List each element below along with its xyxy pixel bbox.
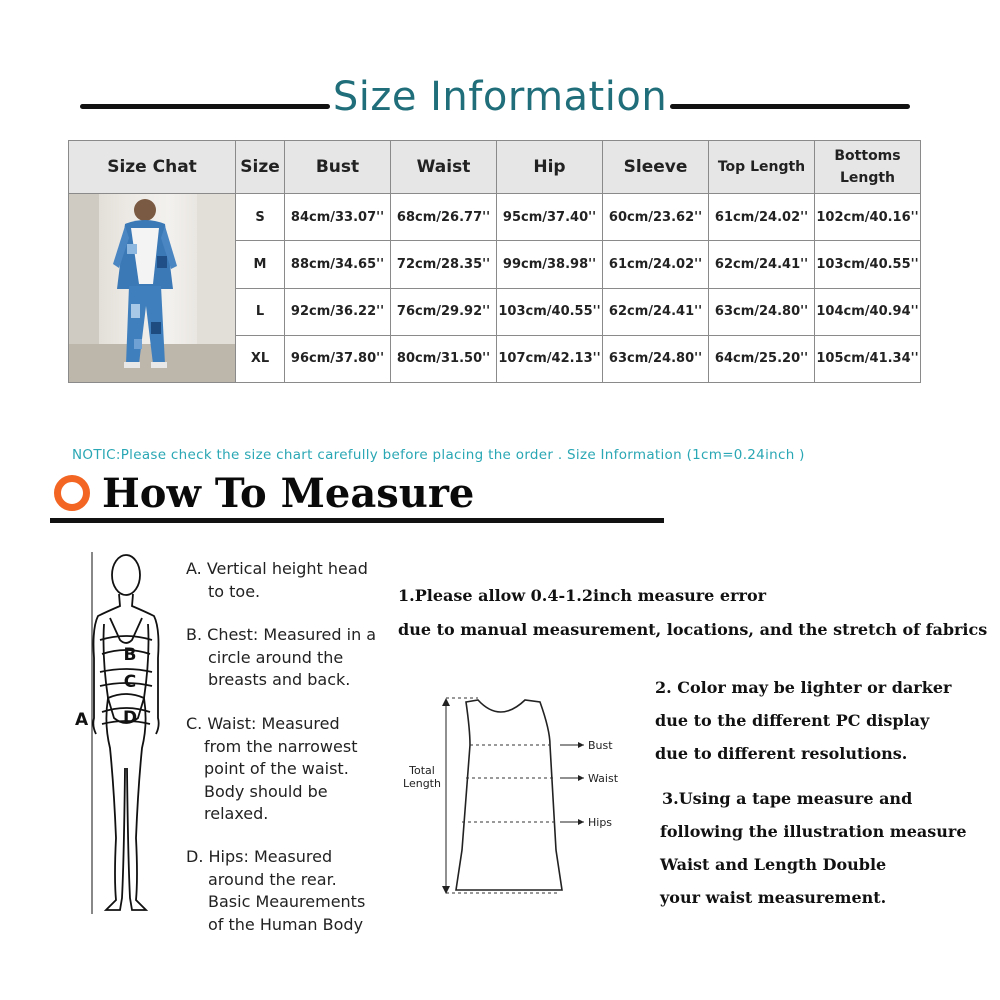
rule-2-line-1: 2. Color may be lighter or darker <box>655 678 952 697</box>
cell-hip: 95cm/37.40'' <box>497 194 603 241</box>
dress-diagram <box>400 690 630 904</box>
cell-bottoms-length: 105cm/41.34'' <box>815 335 921 382</box>
dress-label-waist: Waist <box>588 772 619 785</box>
note-c-line: from the narrowest <box>204 736 358 756</box>
size-table <box>68 140 921 383</box>
dress-label-total: Total <box>409 764 435 777</box>
table-header-row <box>69 141 921 194</box>
rule-3-line-3: Waist and Length Double <box>660 855 887 874</box>
rule-1-line-2: due to manual measurement, locations, and the stretch of fabrics <box>398 620 988 639</box>
note-d-line: Basic Meaurements <box>208 892 366 911</box>
human-body-outline-icon <box>70 548 180 918</box>
note-a-line: to toe. <box>208 581 261 601</box>
note-d-line: of the Human Body <box>208 914 364 934</box>
cell-sleeve: 62cm/24.41'' <box>603 288 709 335</box>
bullet-circle-icon <box>54 475 90 511</box>
cell-hip: 107cm/42.13'' <box>497 335 603 382</box>
col-header-top-length: Top Length <box>709 141 815 194</box>
body-diagram <box>70 548 180 922</box>
header-rule-right <box>670 104 910 109</box>
body-label-b: B <box>123 645 137 665</box>
note-b-line: B. Chest: Measured in a <box>186 625 377 644</box>
cell-size: L <box>236 288 285 335</box>
cell-bust: 84cm/33.07'' <box>285 194 391 241</box>
note-b-line: circle around the <box>208 647 344 667</box>
rule-3-line-4: your waist measurement. <box>660 888 887 907</box>
note-d <box>186 846 365 936</box>
section-rule <box>50 518 664 523</box>
cell-top-length: 64cm/25.20'' <box>709 335 815 382</box>
dress-label-bust: Bust <box>588 739 613 752</box>
dress-outline-icon <box>400 690 630 900</box>
body-label-c: C <box>123 672 137 692</box>
note-d-line: D. Hips: Measured <box>186 847 333 866</box>
cell-bust: 88cm/34.65'' <box>285 241 391 288</box>
cell-bottoms-length: 102cm/40.16'' <box>815 194 921 241</box>
col-header-size-chat: Size Chat <box>69 141 236 194</box>
cell-bottoms-length: 103cm/40.55'' <box>815 241 921 288</box>
cell-waist: 68cm/26.77'' <box>391 194 497 241</box>
cell-top-length: 62cm/24.41'' <box>709 241 815 288</box>
cell-sleeve: 60cm/23.62'' <box>603 194 709 241</box>
cell-size: M <box>236 241 285 288</box>
cell-sleeve: 63cm/24.80'' <box>603 335 709 382</box>
note-c-line: point of the waist. <box>204 759 349 778</box>
cell-top-length: 63cm/24.80'' <box>709 288 815 335</box>
cell-bottoms-length: 104cm/40.94'' <box>815 288 921 335</box>
cell-waist: 76cm/29.92'' <box>391 288 497 335</box>
body-label-a: A <box>75 710 89 730</box>
note-c-line: relaxed. <box>204 804 269 823</box>
cell-size: S <box>236 194 285 241</box>
rule-1-line-1: 1.Please allow 0.4-1.2inch measure error <box>398 586 767 605</box>
rule-3-line-2: following the illustration measure <box>660 822 967 841</box>
rule-2-line-2: due to the different PC display <box>655 711 930 730</box>
cell-bust: 96cm/37.80'' <box>285 335 391 382</box>
section-title: How To Measure <box>102 470 475 517</box>
dress-label-length: Length <box>403 777 441 790</box>
col-header-hip: Hip <box>497 141 603 194</box>
dress-label-hips: Hips <box>588 816 613 829</box>
product-photo <box>69 194 235 382</box>
col-header-sleeve: Sleeve <box>603 141 709 194</box>
cell-size: XL <box>236 335 285 382</box>
cell-sleeve: 61cm/24.02'' <box>603 241 709 288</box>
header-rule-left <box>80 104 330 109</box>
col-header-waist: Waist <box>391 141 497 194</box>
cell-hip: 103cm/40.55'' <box>497 288 603 335</box>
cell-top-length: 61cm/24.02'' <box>709 194 815 241</box>
rule-2-line-3: due to different resolutions. <box>655 744 908 763</box>
size-notice: NOTIC:Please check the size chart carefully before placing the order . Size Information (1cm=0.24inch ) <box>72 447 805 463</box>
note-a <box>186 558 368 603</box>
col-header-size: Size <box>236 141 285 194</box>
page-title: Size Information <box>332 74 668 120</box>
note-b-line: breasts and back. <box>208 670 351 689</box>
table-row <box>69 194 921 241</box>
note-c-line: Body should be <box>204 781 328 801</box>
cell-hip: 99cm/38.98'' <box>497 241 603 288</box>
note-a-line: A. Vertical height head <box>186 559 368 578</box>
cell-waist: 80cm/31.50'' <box>391 335 497 382</box>
product-photo-cell <box>69 194 236 383</box>
cell-bust: 92cm/36.22'' <box>285 288 391 335</box>
col-header-bottoms-length: Bottoms Length <box>815 141 921 194</box>
note-b <box>186 624 376 692</box>
col-header-bust: Bust <box>285 141 391 194</box>
cell-waist: 72cm/28.35'' <box>391 241 497 288</box>
rule-3-line-1: 3.Using a tape measure and <box>662 789 913 808</box>
note-c <box>186 713 357 826</box>
body-label-d: D <box>122 708 138 728</box>
note-d-line: around the rear. <box>208 869 337 889</box>
note-c-line: C. Waist: Measured <box>186 714 340 733</box>
